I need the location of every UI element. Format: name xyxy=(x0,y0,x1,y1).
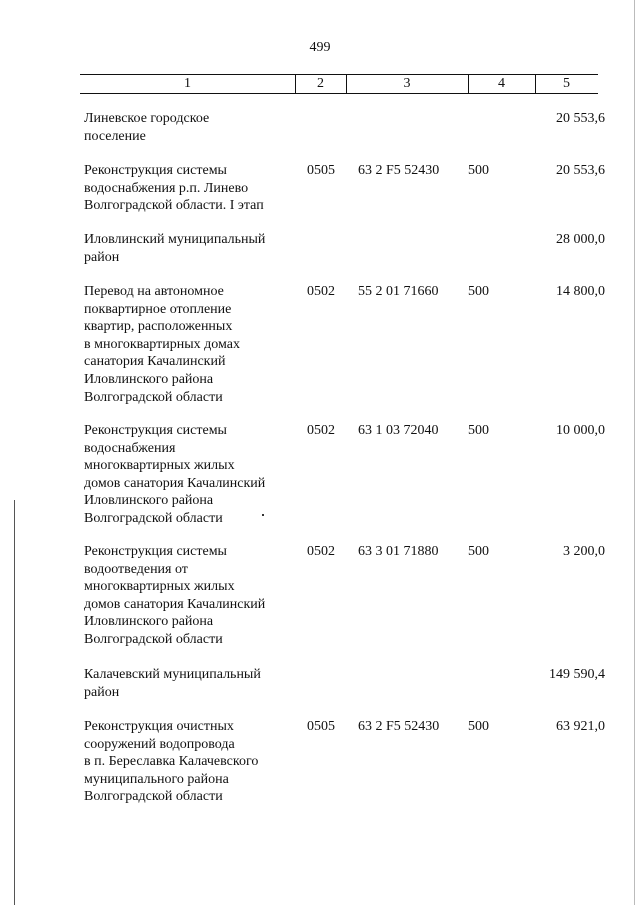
row-amount: 20 553,6 xyxy=(556,163,605,178)
row-amount: 3 200,0 xyxy=(563,544,605,559)
row-code: 63 2 F5 52430 xyxy=(358,163,440,178)
row-amount: 20 553,6 xyxy=(556,111,605,126)
column-header-3: 3 xyxy=(346,75,469,93)
scan-speck xyxy=(262,514,264,516)
row-amount: 149 590,4 xyxy=(549,667,605,682)
row-section: 0502 xyxy=(307,284,335,299)
row-section: 0502 xyxy=(307,544,335,559)
row-name: Реконструкция системы водоотведения от многоквартирных жилых домов санатория Качалинский Иловлинского района Волгоградской области xyxy=(84,544,266,647)
row-code: 55 2 01 71660 xyxy=(358,284,439,299)
row-code: 63 1 03 72040 xyxy=(358,423,439,438)
page-number: 499 xyxy=(309,40,331,55)
row-name: Реконструкция системы водоснабжения р.п. Линево Волгоградской области. I этап xyxy=(84,163,264,214)
row-name: Перевод на автономное поквартирное отопление квартир, расположенных в многоквартирных домах санатория Качалинский Иловлинского района Волгоградской области xyxy=(84,284,240,405)
row-amount: 28 000,0 xyxy=(556,232,605,247)
row-section: 0505 xyxy=(307,719,335,734)
row-type: 500 xyxy=(468,284,489,299)
row-section: 0502 xyxy=(307,423,335,438)
row-type: 500 xyxy=(468,544,489,559)
row-code: 63 3 01 71880 xyxy=(358,544,439,559)
row-type: 500 xyxy=(468,719,489,734)
scan-edge-left xyxy=(14,500,15,905)
row-code: 63 2 F5 52430 xyxy=(358,719,440,734)
table-header xyxy=(80,74,598,94)
row-amount: 14 800,0 xyxy=(556,284,605,299)
column-header-2: 2 xyxy=(295,75,347,93)
row-section: 0505 xyxy=(307,163,335,178)
column-header-4: 4 xyxy=(468,75,536,93)
column-header-5: 5 xyxy=(563,76,570,91)
row-name: Калачевский муниципальный район xyxy=(84,667,261,700)
row-name: Реконструкция очистных сооружений водопровода в п. Береславка Калачевского муниципального района Волгоградской области xyxy=(84,719,259,805)
row-amount: 10 000,0 xyxy=(556,423,605,438)
scan-edge-right xyxy=(634,0,635,905)
row-type: 500 xyxy=(468,423,489,438)
row-amount: 63 921,0 xyxy=(556,719,605,734)
row-name: Линевское городское поселение xyxy=(84,111,210,144)
row-name: Иловлинский муниципальный район xyxy=(84,232,266,265)
row-type: 500 xyxy=(468,163,489,178)
row-name: Реконструкция системы водоснабжения многоквартирных жилых домов санатория Качалинский Иловлинского района Волгоградской области xyxy=(84,423,266,526)
column-header-1: 1 xyxy=(80,75,296,93)
